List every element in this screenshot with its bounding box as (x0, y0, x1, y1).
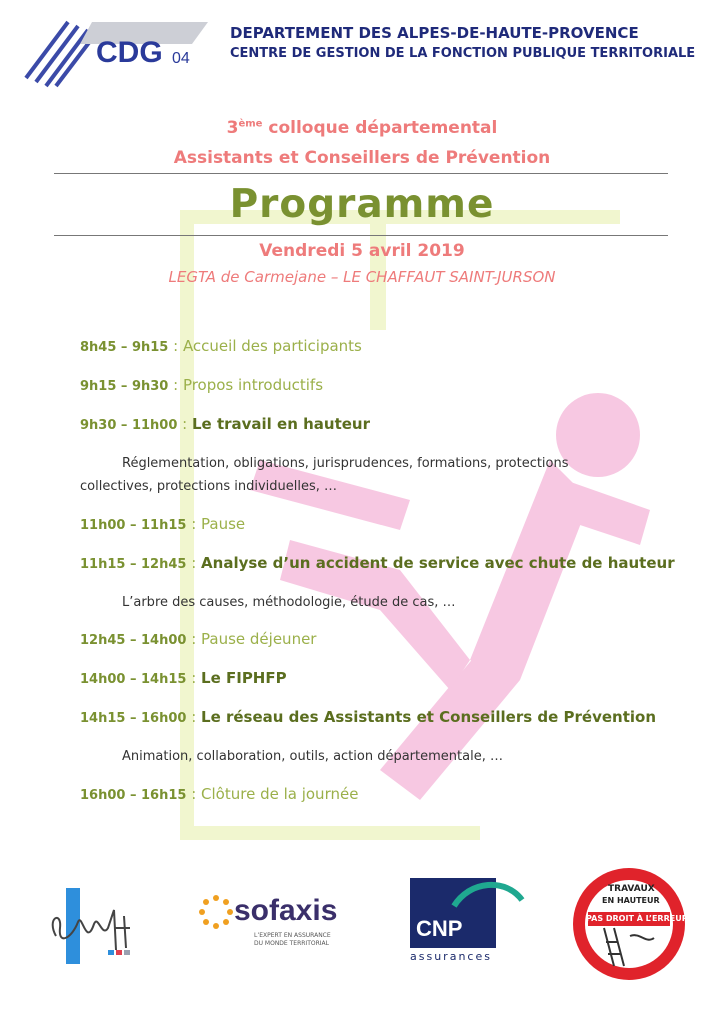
badge-bottom-text: PAS DROIT À L’ERREUR (586, 914, 688, 923)
logo-text: CDG (96, 36, 163, 69)
agenda-sep: : (186, 785, 202, 803)
event-place: LEGTA de Carmejane – LE CHAFFAUT SAINT-JURSON (168, 268, 556, 286)
cdg04-logo (22, 16, 212, 88)
agenda-item (80, 337, 362, 355)
agenda-sep: : (186, 554, 202, 572)
agenda-time: 12h45 – 14h00 (80, 633, 187, 648)
agenda-sep: : (186, 630, 202, 648)
agenda-sep: : (186, 669, 202, 687)
logo-number: 04 (172, 50, 190, 67)
agenda-time: 11h15 – 12h45 (80, 557, 187, 572)
agenda-title: Propos introductifs (182, 376, 324, 394)
agenda-item (80, 669, 287, 687)
agenda-sep: : (186, 708, 202, 726)
agenda-title: Pause déjeuner (201, 630, 317, 648)
agenda-item (80, 554, 675, 572)
bottom-divider (54, 235, 668, 236)
cnp-arc-icon (450, 876, 526, 916)
top-divider (54, 173, 668, 174)
agenda-time: 14h15 – 16h00 (80, 711, 187, 726)
agenda-item (80, 630, 316, 648)
agenda-time: 16h00 – 16h15 (80, 788, 187, 803)
cnp-logo (406, 876, 526, 964)
programme-heading: Programme (229, 182, 495, 227)
agenda-title: Le FIPHFP (201, 669, 287, 687)
cnp-subtitle: assurances (410, 950, 492, 963)
agenda-sep: : (168, 376, 183, 394)
department-name: DEPARTEMENT DES ALPES-DE-HAUTE-PROVENCE (230, 24, 639, 42)
edition-number: 3 (226, 118, 239, 138)
agenda-item (80, 785, 358, 803)
sofaxis-name: sofaxis (234, 894, 338, 927)
travaux-hauteur-badge (570, 866, 688, 982)
agenda-sep: : (168, 337, 183, 355)
badge-top-text: TRAVAUX (608, 884, 655, 894)
agenda-time: 8h45 – 9h15 (80, 340, 169, 355)
centre-name: CENTRE DE GESTION DE LA FONCTION PUBLIQUE TERRITORIALE (230, 46, 696, 61)
agenda-title: Le travail en hauteur (191, 415, 371, 433)
badge-mid-text: EN HAUTEUR (602, 896, 660, 905)
agenda-title: Analyse d’un accident de service avec chute de hauteur (201, 554, 675, 572)
edition-title (0, 118, 724, 138)
edition-text: colloque départemental (262, 118, 498, 138)
sofaxis-logo (198, 890, 358, 950)
sofaxis-sun-icon (198, 894, 234, 930)
agenda-description: Animation, collaboration, outils, action départementale, … (122, 749, 503, 764)
agenda-time: 9h15 – 9h30 (80, 379, 169, 394)
agenda-title: Le réseau des Assistants et Conseillers de Prévention (201, 708, 656, 726)
agenda-sep: : (177, 415, 192, 433)
agenda-title: Clôture de la journée (201, 785, 359, 803)
agenda-title: Accueil des participants (182, 337, 362, 355)
agenda-time: 9h30 – 11h00 (80, 418, 178, 433)
event-date: Vendredi 5 avril 2019 (259, 241, 465, 261)
sofaxis-tagline: L’EXPERT EN ASSURANCE (254, 932, 331, 939)
edition-suffix: ème (238, 118, 263, 130)
agenda-time: 11h00 – 11h15 (80, 518, 187, 533)
agenda-sep: : (186, 515, 202, 533)
agenda-description: L’arbre des causes, méthodologie, étude de cas, … (122, 595, 456, 610)
agenda-item (80, 376, 323, 394)
agenda-item (80, 415, 370, 433)
agenda-title: Pause (201, 515, 246, 533)
fiphfp-logo (38, 888, 153, 966)
agenda-item (80, 708, 656, 726)
event-subtitle: Assistants et Conseillers de Prévention (173, 148, 551, 168)
cnp-name: CNP (416, 916, 463, 941)
agenda-item (80, 515, 245, 533)
agenda-time: 14h00 – 14h15 (80, 672, 187, 687)
agenda-description: Réglementation, obligations, jurisprudences, formations, protections collectives, protections individuelles, … (80, 456, 569, 494)
sofaxis-tagline-2: DU MONDE TERRITORIAL (254, 940, 329, 947)
fiphfp-signature-icon (38, 888, 153, 966)
